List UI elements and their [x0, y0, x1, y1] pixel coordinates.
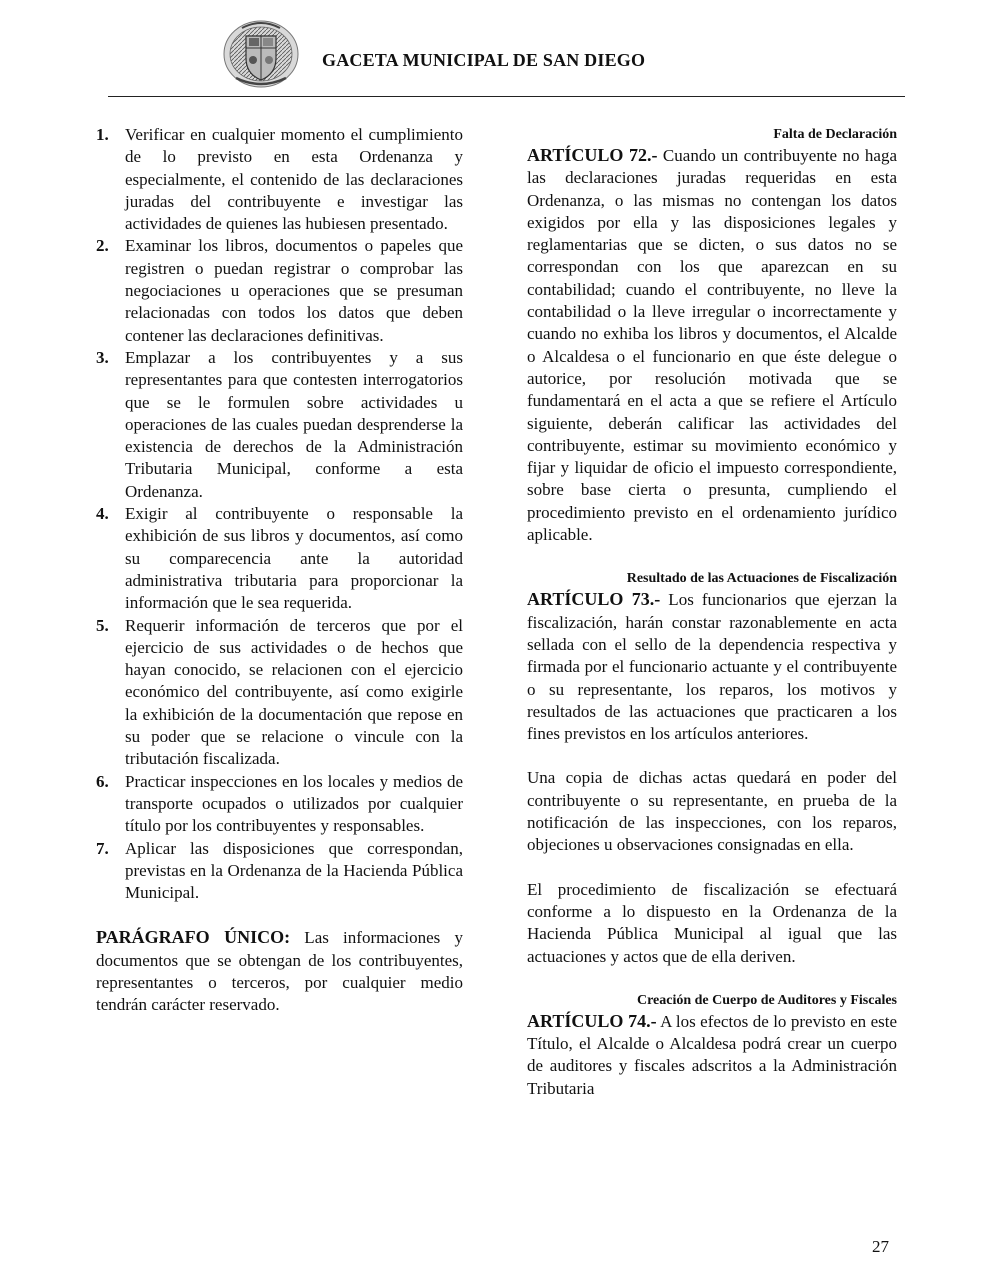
- publication-title: GACETA MUNICIPAL DE SAN DIEGO: [322, 50, 646, 70]
- page-number: 27: [872, 1237, 889, 1256]
- article-72-heading: Falta de Declaración: [773, 127, 897, 142]
- list-item: [96, 235, 463, 346]
- spacer: [527, 857, 897, 879]
- item-text: Verificar en cualquier momento el cumplimiento de lo previsto en esta Ordenanza y especialmente, el contenido de las declaraciones juradas del contribuyente e investigar las actividades de quienes las hubiesen presentado.: [125, 125, 463, 234]
- item-number: 7.: [96, 838, 109, 858]
- article-73-paragraph-3: El procedimiento de fiscalización se efectuará conforme a lo dispuesto en la Ordenanza de la Hacienda Pública Municipal al igual que las actuaciones y actos que de ella deriven.: [527, 879, 897, 966]
- item-number: 5.: [96, 615, 109, 635]
- article-74-body: [527, 1010, 897, 1100]
- list-item: [96, 347, 463, 503]
- item-number: 2.: [96, 236, 109, 256]
- article-73-text: Los funcionarios que ejerzan la fiscalización, harán constar razonablemente en acta sellada con el sello de la dependencia respectiva y firmada por el funcionario actuante y el contribuyente o su representante, los reparos, los motivos y resultados de las actuaciones que practicaren a los fines previstos en los artículos anteriores.: [527, 590, 898, 744]
- article-73-label: ARTÍCULO 73.-: [527, 589, 661, 610]
- item-text: Emplazar a los contribuyentes y a sus representantes para que contesten interrogatorios que se le formulen sobre actividades u operaciones de las cuales puedan desprenderse la existencia de derechos de la Administración Tributaria Municipal, conforme a esta Ordenanza.: [125, 347, 463, 501]
- article-74-label: ARTÍCULO 74.-: [527, 1010, 657, 1031]
- numbered-list: [96, 124, 463, 904]
- article-72-label: ARTÍCULO 72.-: [527, 145, 658, 165]
- article-73-paragraph-2: Una copia de dichas actas quedará en poder del contribuyente o su representante, en prueba de la notificación de las inspecciones, con los reparos, objeciones u observaciones consignadas en ella.: [527, 768, 897, 855]
- right-column: [527, 124, 897, 1100]
- paragrafo-label: PARÁGRAFO ÚNICO:: [96, 927, 291, 948]
- spacer: [96, 904, 463, 926]
- item-text: Practicar inspecciones en los locales y medios de transporte ocupados o utilizados por cualquier título por los contribuyentes y responsables.: [125, 771, 463, 836]
- spacer: [527, 968, 897, 990]
- list-item: [96, 771, 463, 838]
- coat-of-arms-icon: [222, 18, 300, 88]
- paragrafo-text: Las informaciones y documentos que se obtengan de los contribuyentes, representantes o terceros, por cualquier medio tendrán carácter reservado.: [96, 928, 463, 1015]
- article-73-body: [527, 588, 897, 745]
- spacer: [527, 546, 897, 568]
- item-text: Exigir al contribuyente o responsable la exhibición de sus libros y documentos, así como su comparecencia ante la autoridad administrativa tributaria para proporcionar la información que le sea requerida.: [125, 504, 463, 613]
- article-74-text: A los efectos de lo previsto en este Título, el Alcalde o Alcaldesa podrá crear un cuerpo de auditores y fiscales adscritos a la Administración Tributaria: [527, 1011, 898, 1098]
- left-column: [96, 124, 463, 1017]
- spacer: [527, 745, 897, 767]
- article-72-body: [527, 144, 897, 546]
- paragrafo-unico: [96, 926, 463, 1016]
- item-text: Aplicar las disposiciones que correspondan, previstas en la Ordenanza de la Hacienda Pública Municipal.: [125, 838, 463, 903]
- list-item: [96, 124, 463, 235]
- item-number: 4.: [96, 504, 109, 524]
- item-text: Requerir información de terceros que por el ejercicio de sus actividades o de hechos que hayan conocido, se relacionen con el ejercicio económico del contribuyente, así como exigirle la exhibición de la documentación que repose en su poder que se relacione o vincule con la tributación fiscalizada.: [125, 615, 463, 769]
- article-72-text: Cuando un contribuyente no haga las declaraciones juradas requeridas en esta Ordenanza, o las mismas no contengan los datos exigidos por ella y las disposiciones legales y reglamentarias que se dicten, o sus datos no se correspondan con los que aparezcan en su contabilidad; cuando el contribuyente, no lleve la contabilidad o la lleve irregular o incorrectamente y cuando no exhiba los libros y documentos, el Alcalde o Alcaldesa o el funcionario en que éste delegue o autorice, por resolución motivada que se fundamentará en el acta a que se refiere el Artículo siguiente, deberán calificar las actividades del contribuyente, estimar su movimiento económico y fijar y liquidar de oficio el impuesto correspondiente, sobre base cierta o presunta, cumpliendo el procedimiento previsto en el ordenamiento jurídico aplicable.: [527, 146, 897, 545]
- list-item: [96, 615, 463, 771]
- item-number: 6.: [96, 771, 109, 791]
- list-item: [96, 503, 463, 614]
- article-74-heading: Creación de Cuerpo de Auditores y Fiscales: [636, 992, 897, 1008]
- item-number: 1.: [96, 125, 109, 144]
- header-divider: [108, 96, 905, 97]
- article-73-heading: Resultado de las Actuaciones de Fiscalización: [626, 571, 897, 587]
- item-number: 3.: [96, 347, 109, 367]
- item-text: Examinar los libros, documentos o papeles que registren o puedan registrar o comprobar las negociaciones u operaciones que se presuman relacionadas con todos los datos que deben contener las declaraciones definitivas.: [125, 236, 463, 345]
- list-item: [96, 838, 463, 905]
